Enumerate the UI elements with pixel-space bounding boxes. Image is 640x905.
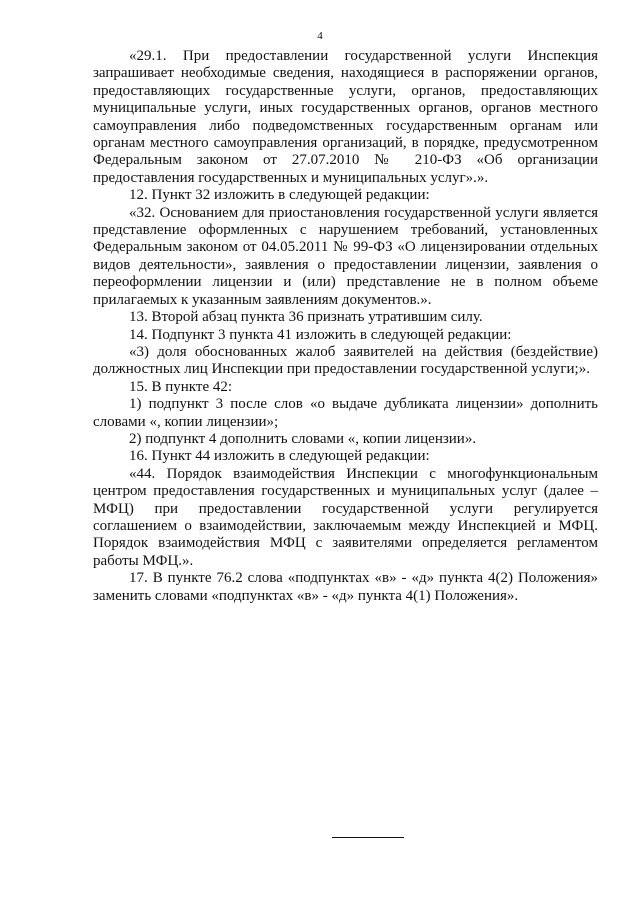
paragraph-amend-14: 14. Подпункт 3 пункта 41 изложить в следующей редакции: [129, 326, 512, 343]
paragraph-32: «32. Основанием для приостановления государственной услуги является представление оформленных с нарушением требований, установленных Федеральным законом от 04.05.2011 № 99-ФЗ «О лицензировании отдельных видов деятельности», заявления о предоставлении лицензии, заявления о переоформлении лицензии и (или) представление не в полном объеме прилагаемых к указанным заявлениям документов.». [93, 204, 598, 308]
document-body [93, 48, 598, 605]
paragraph-amend-12: 12. Пункт 32 изложить в следующей редакции: [129, 187, 430, 204]
paragraph-44: «44. Порядок взаимодействия Инспекции с многофункциональным центром предоставления государственных и муниципальных услуг (далее – МФЦ) при предоставлении государственной услуги регулируется соглашением о взаимодействии, заключаемым между Инспекцией и МФЦ. Порядок взаимодействия МФЦ с заявителями определяется регламентом работы МФЦ.». [93, 465, 598, 569]
end-divider [332, 837, 404, 838]
page-number: 4 [317, 30, 323, 42]
paragraph-42-1: 1) подпункт 3 после слов «о выдаче дубликата лицензии» дополнить словами «, копии лицензии»; [93, 396, 598, 430]
paragraph-42-2: 2) подпункт 4 дополнить словами «, копии лицензии». [129, 430, 477, 447]
paragraph-amend-16: 16. Пункт 44 изложить в следующей редакции: [129, 448, 430, 465]
paragraph-41-3: «3) доля обоснованных жалоб заявителей на действия (бездействие) должностных лиц Инспекции при предоставлении государственной услуги;». [93, 343, 598, 378]
paragraph-amend-15: 15. В пункте 42: [129, 378, 233, 395]
paragraph-29-1: «29.1. При предоставлении государственной услуги Инспекция запрашивает необходимые сведения, находящиеся в распоряжении органов, предоставляющих государственные услуги, органов, предоставляющих муниципальные услуги, иных государственных органов, органов местного самоуправления либо подведомственных государственным органам или органам местного самоуправления организаций, в порядке, предусмотренном Федеральным законом от 27.07.2010 № 210-ФЗ «Об организации предоставления государственных и муниципальных услуг».». [93, 48, 598, 186]
paragraph-amend-13: 13. Второй абзац пункта 36 признать утратившим силу. [129, 309, 483, 326]
paragraph-amend-17: 17. В пункте 76.2 слова «подпунктах «в» - «д» пункта 4(2) Положения» заменить словами «подпунктах «в» - «д» пункта 4(1) Положения». [93, 570, 598, 604]
